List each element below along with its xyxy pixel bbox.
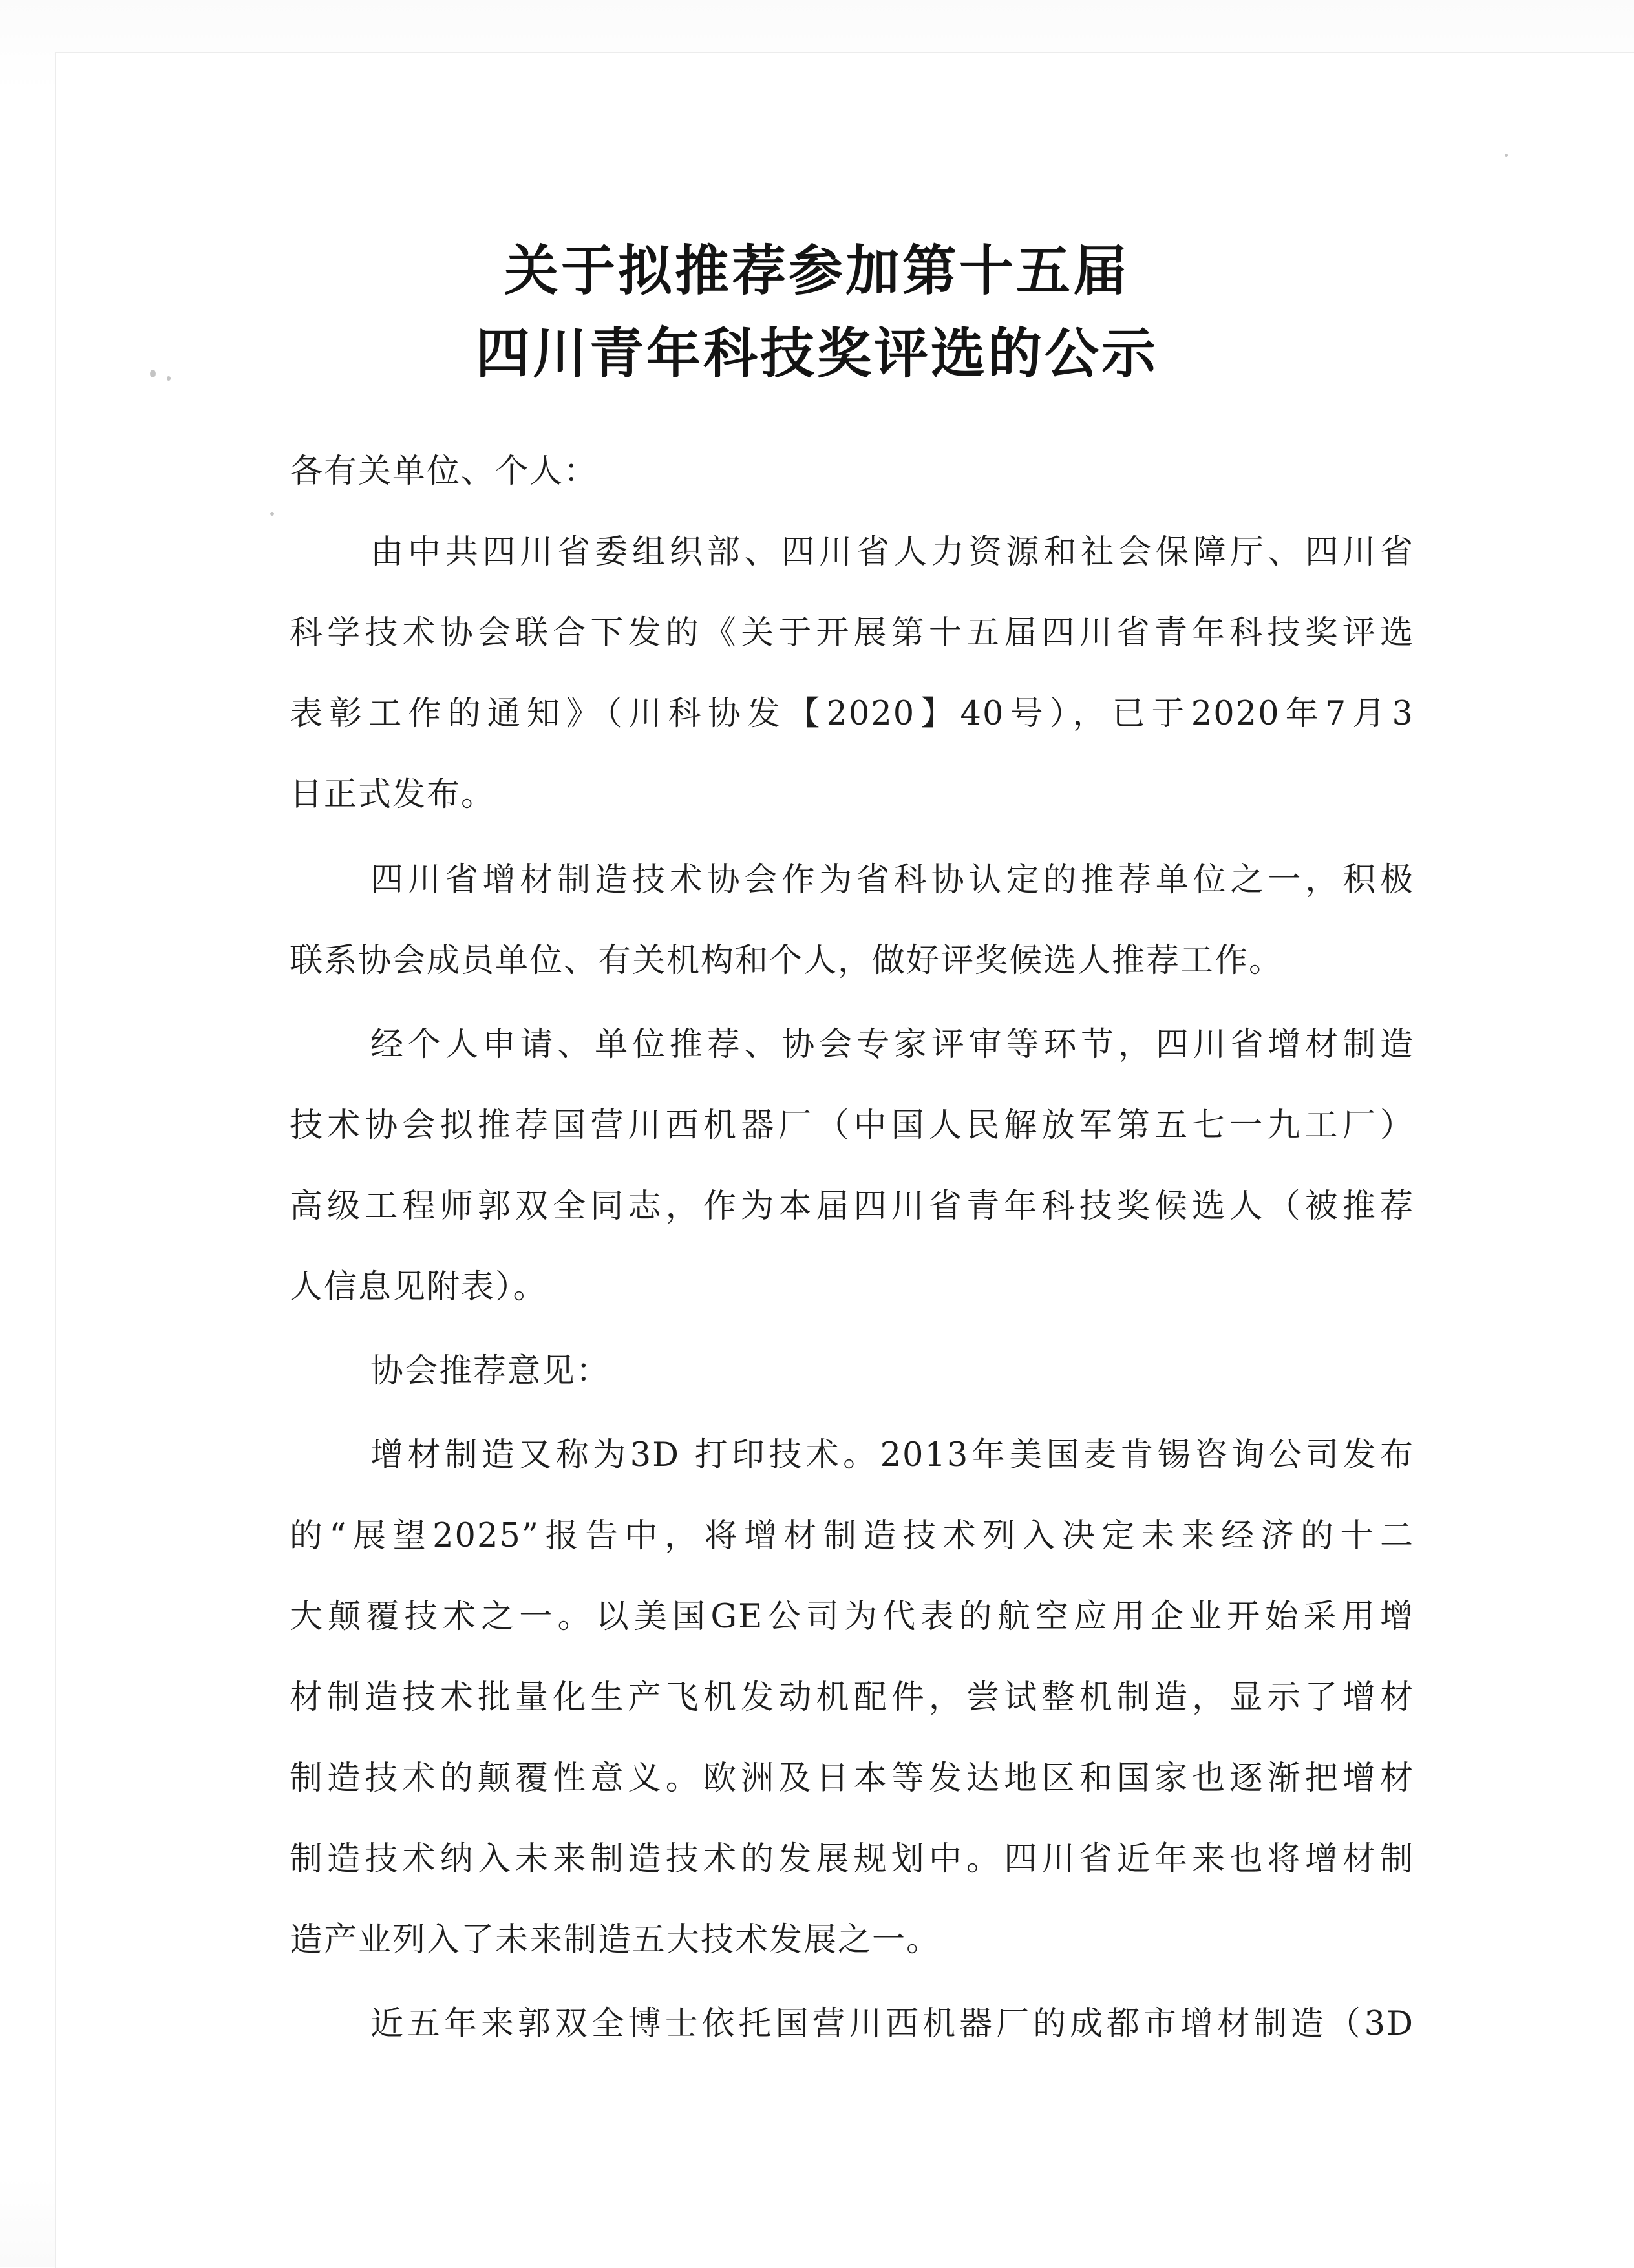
paragraph-3-line-1: 经个人申请、单位推荐、协会专家评审等环节，四川省增材制造 — [370, 1026, 1414, 1064]
paragraph-1-line-1: 由中共四川省委组织部、四川省人力资源和社会保障厅、四川省 — [370, 533, 1414, 571]
paragraph-3-line-2: 技术协会拟推荐国营川西机器厂（中国人民解放军第五七一九工厂） — [290, 1107, 1414, 1145]
paragraph-4-line-5: 制造技术的颠覆性意义。欧洲及日本等发达地区和国家也逐渐把增材 — [290, 1759, 1414, 1797]
paragraph-1-line-4: 日正式发布。 — [290, 776, 496, 814]
paragraph-4-line-1: 增材制造又称为3D 打印技术。2013年美国麦肯锡咨询公司发布 — [370, 1436, 1414, 1474]
document-title-line-1: 关于拟推荐参加第十五届 — [504, 239, 1130, 302]
paragraph-2-line-2: 联系协会成员单位、有关机构和个人，做好评奖候选人推荐工作。 — [290, 942, 1284, 980]
paragraph-4-line-6: 制造技术纳入未来制造技术的发展规划中。四川省近年来也将增材制 — [290, 1840, 1414, 1878]
paragraph-4-line-4: 材制造技术批量化生产飞机发动机配件，尝试整机制造，显示了增材 — [290, 1679, 1414, 1717]
paragraph-2-line-1: 四川省增材制造技术协会作为省科协认定的推荐单位之一，积极 — [370, 861, 1414, 899]
paragraph-4-line-3: 大颠覆技术之一。以美国GE公司为代表的航空应用企业开始采用增 — [290, 1598, 1414, 1636]
scan-speck — [270, 512, 274, 516]
scan-speck — [1505, 154, 1508, 157]
paragraph-3-line-3: 高级工程师郭双全同志，作为本届四川省青年科技奖候选人（被推荐 — [290, 1187, 1414, 1225]
salutation: 各有关单位、个人： — [290, 452, 599, 491]
paragraph-1-line-3: 表彰工作的通知》（川科协发【2020】40号），已于2020年7月3 — [290, 695, 1414, 733]
paragraph-3-line-4: 人信息见附表）。 — [290, 1268, 547, 1306]
paragraph-4-line-7: 造产业列入了未来制造五大技术发展之一。 — [290, 1921, 941, 1959]
paragraph-4-line-2: 的“展望2025”报告中，将增材制造技术列入决定未来经济的十二 — [290, 1517, 1414, 1555]
paragraph-1-line-2: 科学技术协会联合下发的《关于开展第十五届四川省青年科技奖评选 — [290, 614, 1414, 652]
paragraph-5-line-1: 近五年来郭双全博士依托国营川西机器厂的成都市增材制造（3D — [370, 2005, 1414, 2043]
recommendation-heading: 协会推荐意见： — [370, 1352, 611, 1390]
document-title-line-2: 四川青年科技奖评选的公示 — [475, 322, 1158, 385]
